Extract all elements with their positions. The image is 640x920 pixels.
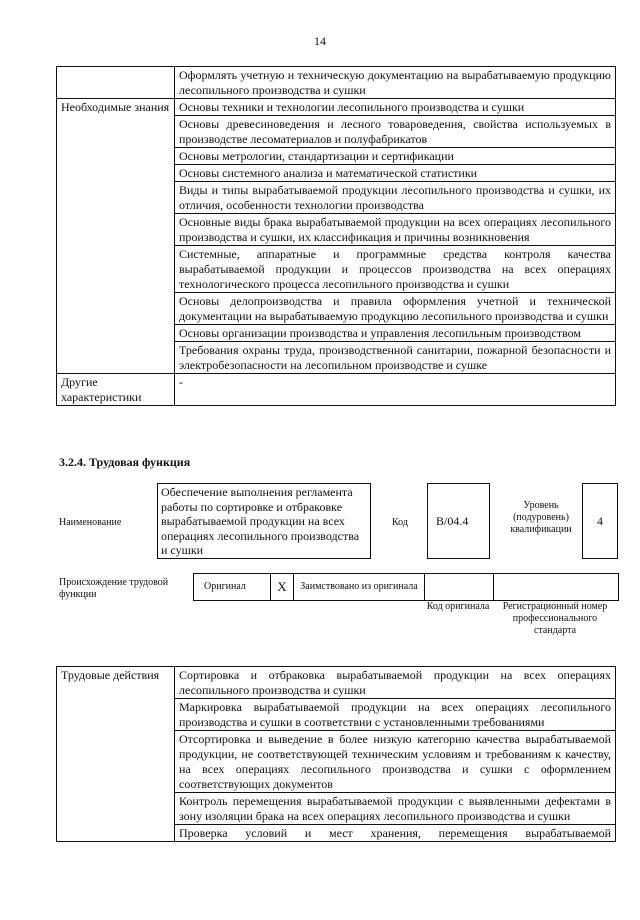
table-row [57, 67, 616, 99]
page-number: 14 [314, 34, 326, 48]
other-item: - [175, 374, 616, 406]
action-item: Контроль перемещения вырабатываемой продукции с выявленными дефектами в зону изоляции брака на всех операциях лесопильного производства и сушки [175, 793, 616, 825]
knowledge-item: Основные виды брака вырабатываемой продукции на всех операциях лесопильного производства и сушки, их классификация и причины возникновения [175, 214, 616, 246]
origin-label: Происхождение трудовой функции [59, 577, 169, 600]
knowledge-item: Виды и типы вырабатываемой продукции лесопильного производства и сушки, их отличия, особенности технологии производства [175, 182, 616, 214]
reg-caption: Регистрационный номер профессионального стандарта [502, 601, 608, 636]
row-label-empty [57, 67, 175, 99]
level-label: Уровень (подуровень) квалификации [510, 500, 572, 535]
borrowed-label: Заимствовано из оригинала [294, 574, 425, 601]
actions-table [56, 666, 616, 842]
table-row [57, 667, 616, 699]
original-label: Оригинал [194, 574, 271, 601]
knowledge-item: Основы техники и технологии лесопильного производства и сушки [175, 99, 616, 116]
table-row [57, 99, 616, 116]
code-caption: Код оригинала [426, 601, 490, 612]
table-row [57, 374, 616, 406]
row-label-actions: Трудовые действия [57, 667, 175, 842]
knowledge-item: Системные, аппаратные и программные средства контроля качества вырабатываемой продукции и процессов производства на всех операциях технологического процесса лесопильного производства и сушки [175, 246, 616, 293]
knowledge-item: Требования охраны труда, производственной санитарии, пожарной безопасности и электробезопасности на лесопильном производстве и сушке [175, 342, 616, 374]
action-item: Сортировка и отбраковка вырабатываемой продукции на всех операциях лесопильного производства и сушки [175, 667, 616, 699]
action-item: Отсортировка и выведение в более низкую категорию качества вырабатываемой продукции, не соответствующей техническим условиям и требованиям к качеству, на всех операциях лесопильного производства и сушки с оформлением соответствующих документов [175, 731, 616, 793]
row-label-other: Другие характеристики [57, 374, 175, 406]
action-item: Маркировка вырабатываемой продукции на всех операциях лесопильного производства и сушки в соответствии с установленными требованиями [175, 699, 616, 731]
function-code-box: В/04.4 [427, 483, 490, 559]
knowledge-item: Основы делопроизводства и правила оформления учетной и технической документации на вырабатываемую продукцию лесопильного производства и сушки [175, 293, 616, 325]
code-label: Код [392, 517, 408, 528]
knowledge-item: Основы древесиноведения и лесного товароведения, свойства используемых в производстве лесоматериалов и полуфабрикатов [175, 116, 616, 148]
skill-item: Оформлять учетную и техническую документацию на вырабатываемую продукцию лесопильного производства и сушки [175, 67, 616, 99]
knowledge-item: Основы метрологии, стандартизации и сертификации [175, 148, 616, 165]
name-label: Наименование [59, 517, 122, 528]
knowledge-item: Основы организации производства и управления лесопильным производством [175, 325, 616, 342]
knowledge-table [56, 66, 616, 406]
origin-code-cell [425, 574, 494, 601]
section-title: 3.2.4. Трудовая функция [59, 455, 191, 469]
row-label-knowledge: Необходимые знания [57, 99, 175, 374]
origin-table [193, 573, 619, 601]
function-level-box: 4 [582, 483, 618, 559]
origin-reg-cell [494, 574, 619, 601]
action-item: Проверка условий и мест хранения, перемещения вырабатываемой [175, 825, 616, 842]
function-name-box: Обеспечение выполнения регламента работы по сортировке и отбраковке вырабатываемой продукции на всех операциях лесопильного производства и сушки [157, 483, 371, 559]
knowledge-item: Основы системного анализа и математической статистики [175, 165, 616, 182]
original-mark: X [271, 574, 294, 601]
